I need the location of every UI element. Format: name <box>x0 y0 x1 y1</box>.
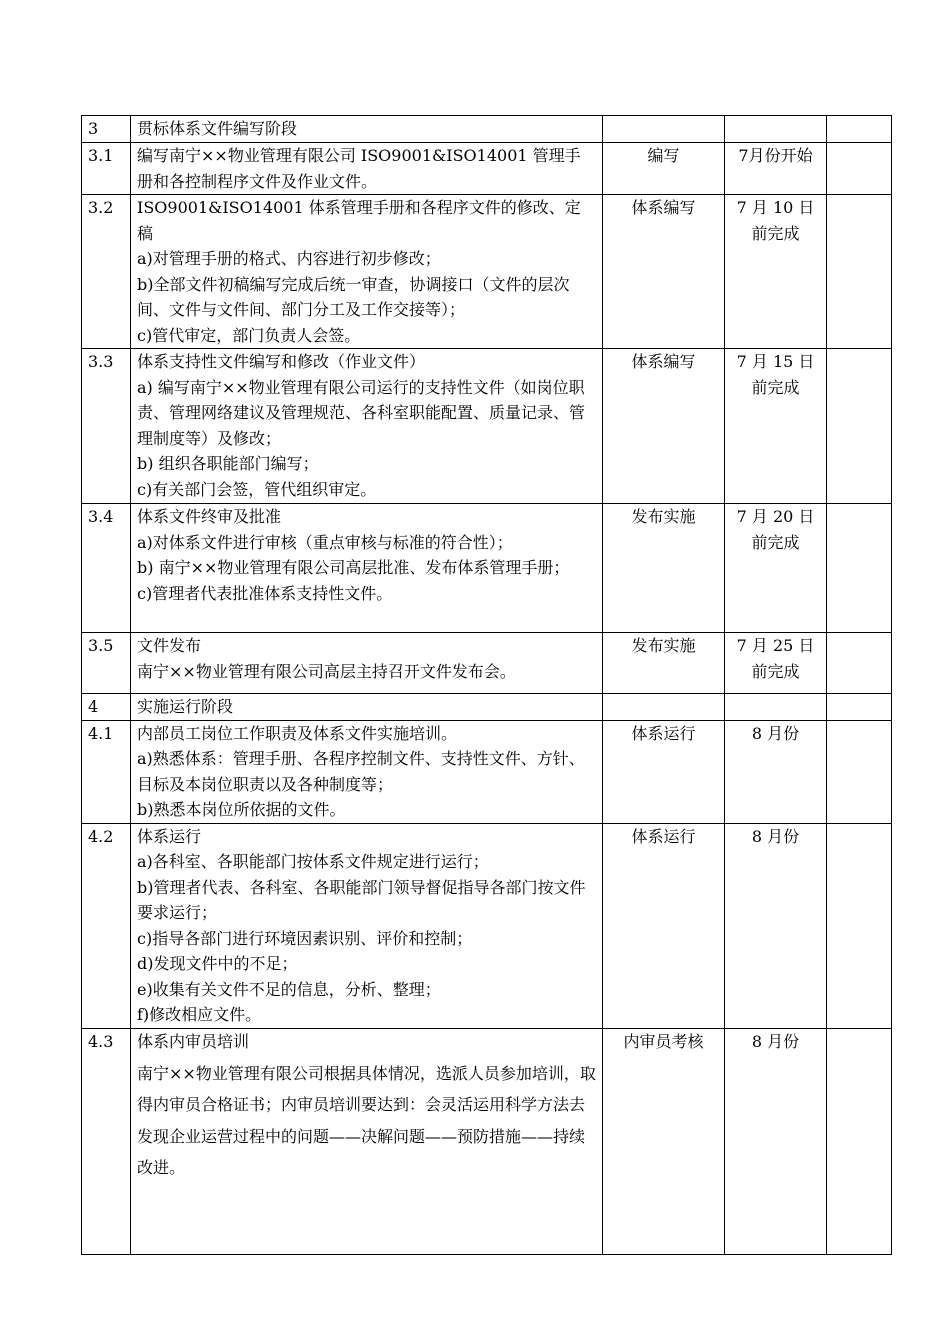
row-content: 实施运行阶段 <box>131 694 603 721</box>
row-content: 文件发布 南宁××物业管理有限公司高层主持召开文件发布会。 <box>131 633 603 694</box>
row-content: ISO9001&ISO14001 体系管理手册和各程序文件的修改、定稿 a)对管理手册的格式、内容进行初步修改； b)全部文件初稿编写完成后统一审查，协调接口（文件的层次间、文件与文件间、部门分工及工作交接等）； c)管代审定，部门负责人会签。 <box>131 195 603 349</box>
table-row <box>82 1028 892 1254</box>
row-extra <box>827 195 892 349</box>
table-row <box>82 633 892 694</box>
table-row <box>82 504 892 633</box>
row-number: 3.4 <box>82 504 131 633</box>
row-time: 7 月 25 日 前完成 <box>725 633 827 694</box>
row-content: 编写南宁××物业管理有限公司 ISO9001&ISO14001 管理手册和各控制程序文件及作业文件。 <box>131 143 603 195</box>
table-row <box>82 720 892 823</box>
row-number: 4.3 <box>82 1028 131 1254</box>
row-number: 4.2 <box>82 823 131 1028</box>
row-time: 7月份开始 <box>725 143 827 195</box>
row-number: 3.1 <box>82 143 131 195</box>
row-time <box>725 116 827 143</box>
row-extra <box>827 720 892 823</box>
row-extra <box>827 1028 892 1254</box>
row-extra <box>827 349 892 504</box>
row-time: 7 月 20 日 前完成 <box>725 504 827 633</box>
row-time: 7 月 15 日 前完成 <box>725 349 827 504</box>
row-type: 编写 <box>603 143 725 195</box>
row-extra <box>827 116 892 143</box>
row-content: 体系内审员培训 南宁××物业管理有限公司根据具体情况，选派人员参加培训，取得内审员合格证书；内审员培训要达到：会灵活运用科学方法去发现企业运营过程中的问题——决解问题——预防措施——持续改进。 <box>131 1028 603 1254</box>
table-row <box>82 143 892 195</box>
row-number: 4.1 <box>82 720 131 823</box>
row-type: 内审员考核 <box>603 1028 725 1254</box>
row-extra <box>827 633 892 694</box>
table-row <box>82 694 892 721</box>
row-content: 贯标体系文件编写阶段 <box>131 116 603 143</box>
row-time: 8 月份 <box>725 823 827 1028</box>
row-content: 体系运行 a)各科室、各职能部门按体系文件规定进行运行； b)管理者代表、各科室、各职能部门领导督促指导各部门按文件要求运行； c)指导各部门进行环境因素识别、评价和控制； d)发现文件中的不足； e)收集有关文件不足的信息，分析、整理； f)修改相应文件。 <box>131 823 603 1028</box>
row-type <box>603 694 725 721</box>
row-number: 3.3 <box>82 349 131 504</box>
plan-table <box>81 115 892 1255</box>
row-extra <box>827 143 892 195</box>
table-row <box>82 349 892 504</box>
row-number: 4 <box>82 694 131 721</box>
row-type: 体系编写 <box>603 195 725 349</box>
row-extra <box>827 694 892 721</box>
row-number: 3.5 <box>82 633 131 694</box>
table-row <box>82 195 892 349</box>
row-time: 8 月份 <box>725 720 827 823</box>
row-content: 内部员工岗位工作职责及体系文件实施培训。 a)熟悉体系：管理手册、各程序控制文件、支持性文件、方针、目标及本岗位职责以及各种制度等； b)熟悉本岗位所依据的文件。 <box>131 720 603 823</box>
row-type: 发布实施 <box>603 504 725 633</box>
row-time <box>725 694 827 721</box>
row-type: 体系运行 <box>603 823 725 1028</box>
row-time: 7 月 10 日 前完成 <box>725 195 827 349</box>
row-number: 3 <box>82 116 131 143</box>
row-time: 8 月份 <box>725 1028 827 1254</box>
row-number: 3.2 <box>82 195 131 349</box>
row-type <box>603 116 725 143</box>
row-extra <box>827 504 892 633</box>
row-extra <box>827 823 892 1028</box>
row-type: 体系编写 <box>603 349 725 504</box>
row-type: 发布实施 <box>603 633 725 694</box>
row-content: 体系支持性文件编写和修改（作业文件） a) 编写南宁××物业管理有限公司运行的支持性文件（如岗位职责、管理网络建议及管理规范、各科室职能配置、质量记录、管理制度等）及修改； b) 组织各职能部门编写； c)有关部门会签，管代组织审定。 <box>131 349 603 504</box>
row-type: 体系运行 <box>603 720 725 823</box>
row-content: 体系文件终审及批准 a)对体系文件进行审核（重点审核与标准的符合性）； b) 南宁××物业管理有限公司高层批准、发布体系管理手册； c)管理者代表批准体系支持性文件。 <box>131 504 603 633</box>
table-row <box>82 116 892 143</box>
table-row <box>82 823 892 1028</box>
